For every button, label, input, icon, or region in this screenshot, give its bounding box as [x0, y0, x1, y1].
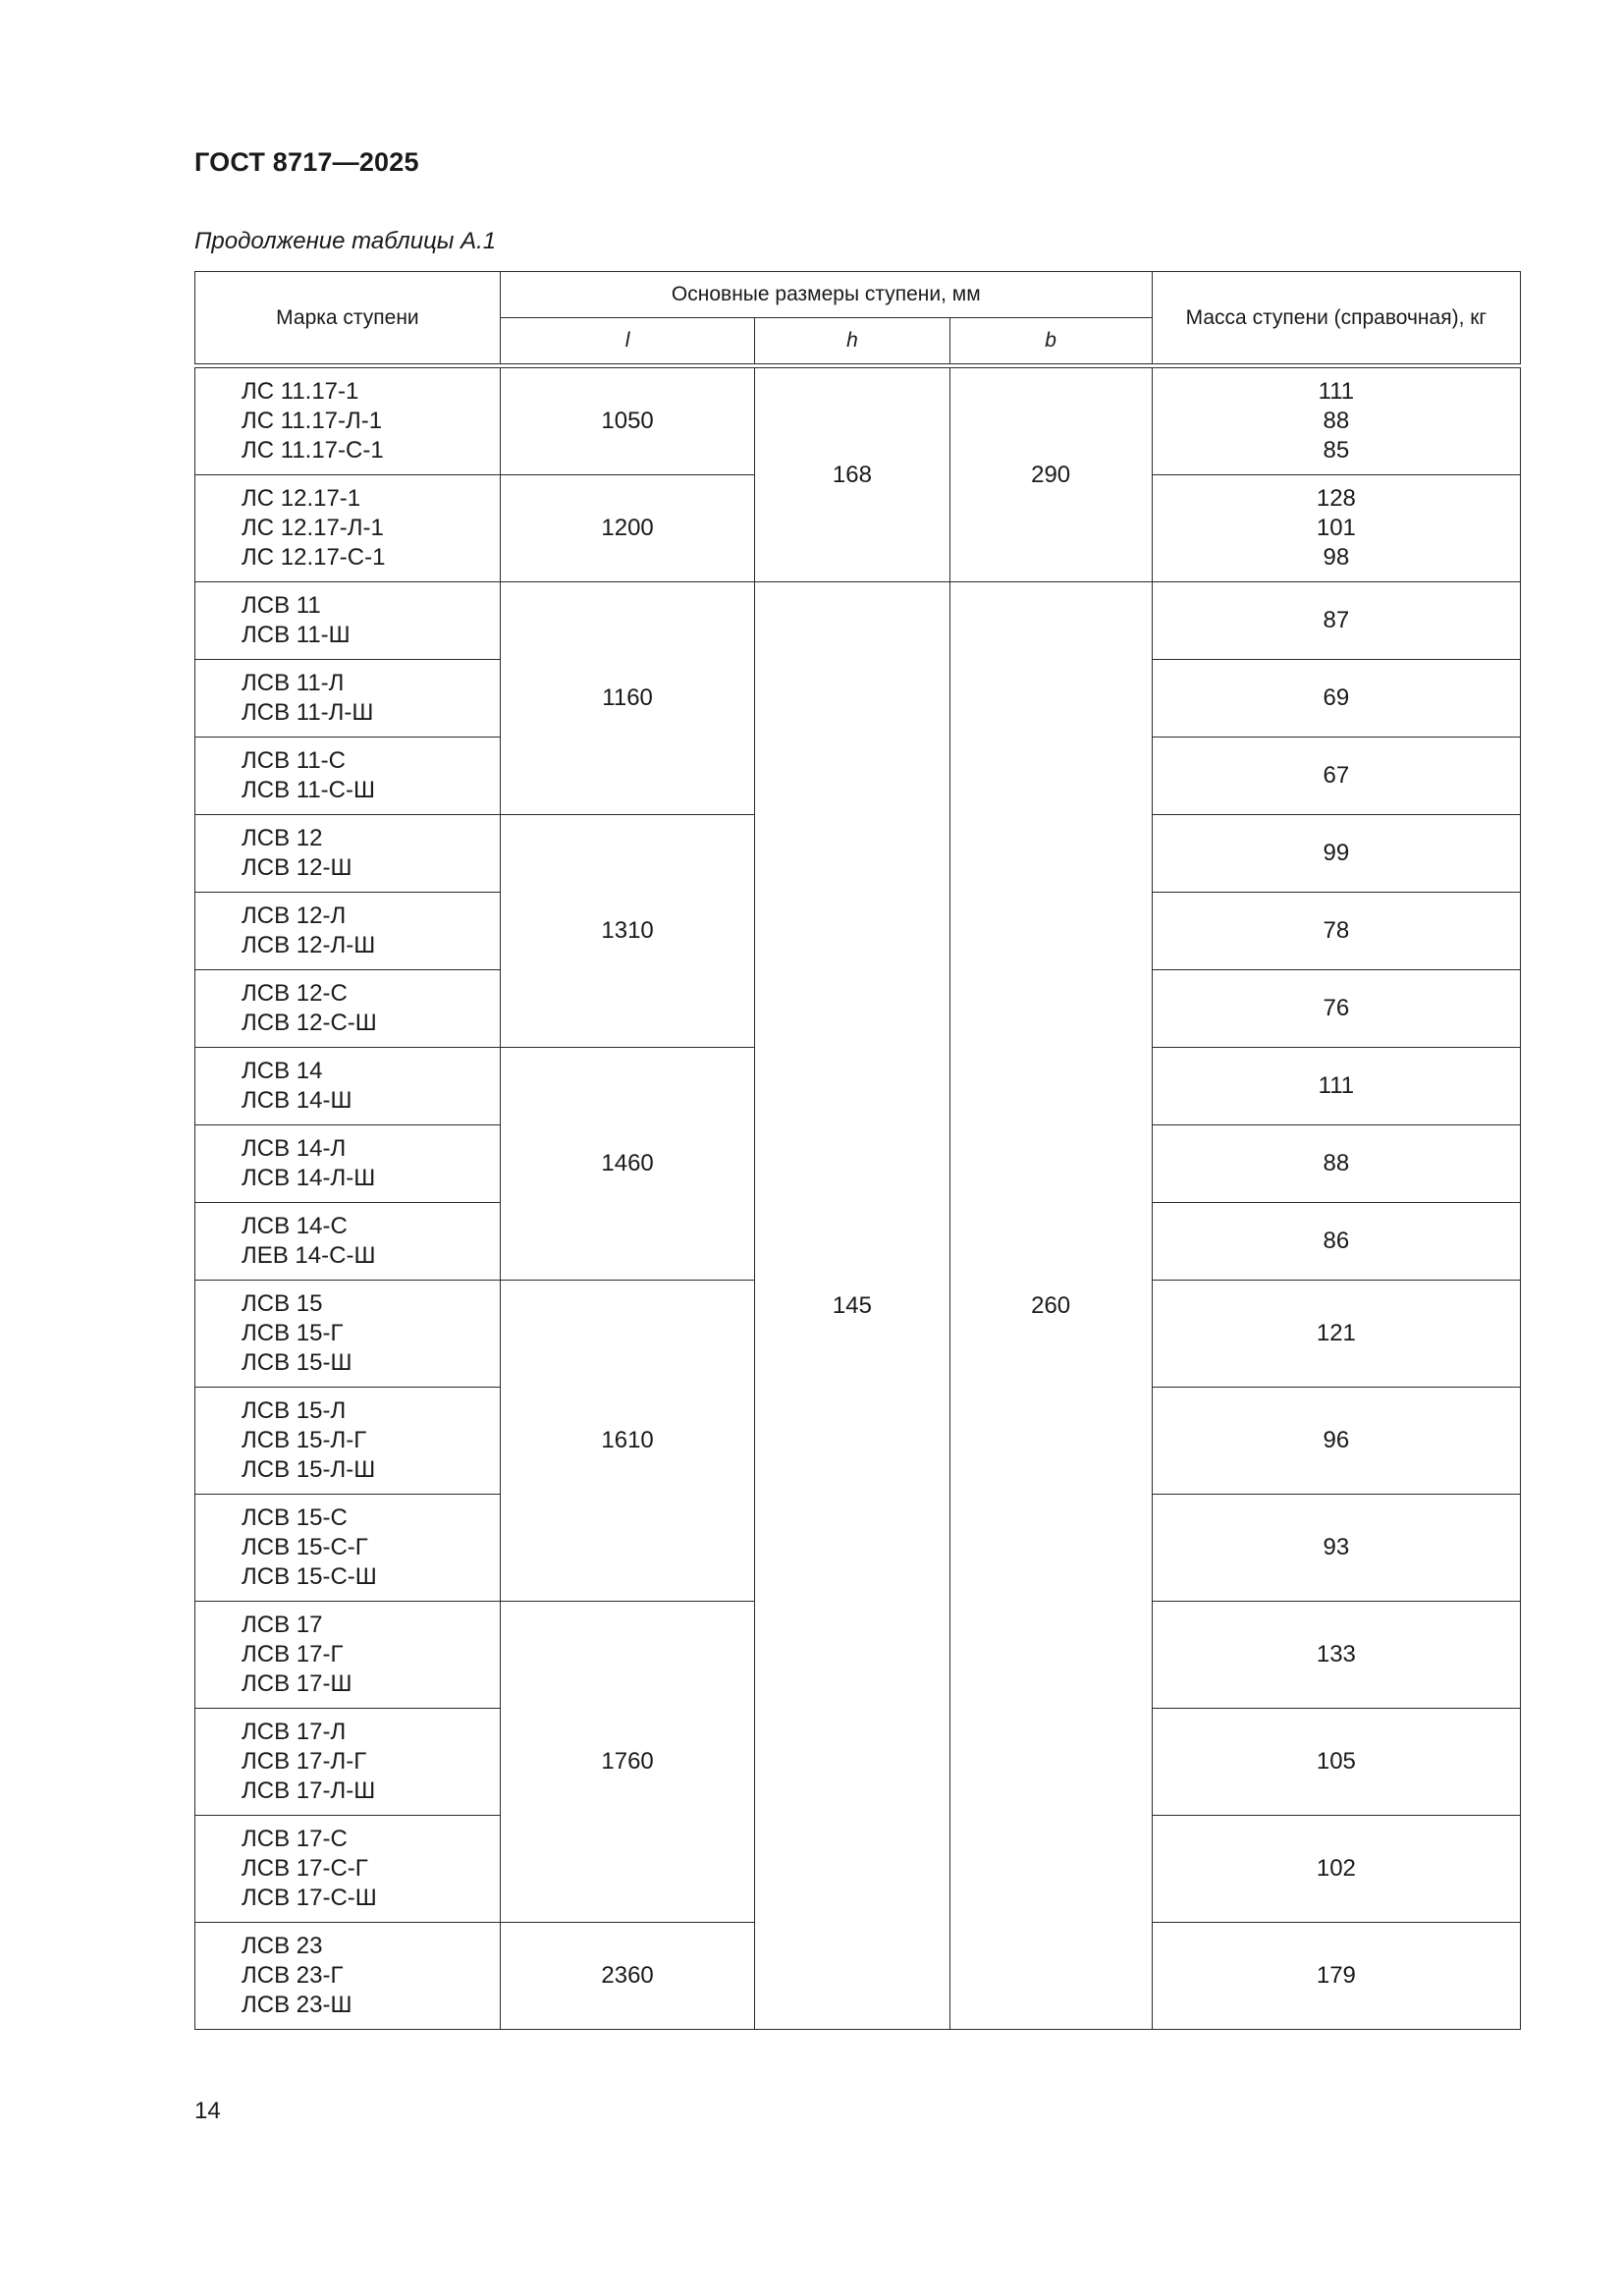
mass-cell: 93 — [1152, 1495, 1520, 1602]
grade-cell — [195, 1048, 501, 1125]
grade-cell — [195, 1203, 501, 1281]
cell-line: ЛСВ 14-С — [242, 1213, 348, 1239]
mass-cell: 76 — [1152, 970, 1520, 1048]
cell-line: 98 — [1323, 544, 1350, 571]
grade-cell — [195, 368, 501, 475]
cell-line: 128 — [1316, 485, 1356, 512]
cell-line: ЛСВ 15 — [242, 1290, 323, 1317]
mass-cell: 88 — [1152, 1125, 1520, 1203]
cell-line: ЛСВ 23-Ш — [242, 1992, 352, 2018]
b-cell: 290 — [949, 368, 1152, 582]
cell-line: ЛСВ 14 — [242, 1058, 323, 1084]
table-caption: Продолжение таблицы А.1 — [194, 228, 497, 254]
l-cell: 1760 — [500, 1602, 755, 1923]
cell-line: ЛС 11.17-1 — [242, 378, 359, 405]
cell-line: ЛСВ 15-Ш — [242, 1349, 352, 1376]
cell-line: ЛСВ 17-Л-Ш — [242, 1777, 376, 1804]
cell-line: ЛС 11.17-С-1 — [242, 437, 384, 464]
mass-cell: 87 — [1152, 582, 1520, 660]
mass-cell: 86 — [1152, 1203, 1520, 1281]
table-row — [195, 582, 1521, 660]
grade-cell — [195, 970, 501, 1048]
header-mass: Масса ступени (справочная), кг — [1152, 272, 1520, 364]
grade-cell — [195, 1388, 501, 1495]
grade-cell — [195, 893, 501, 970]
grade-cell — [195, 1495, 501, 1602]
cell-line: ЛСВ 17-Г — [242, 1641, 344, 1667]
cell-line: ЛС 12.17-1 — [242, 485, 361, 512]
mass-cell: 96 — [1152, 1388, 1520, 1495]
mass-cell: 121 — [1152, 1281, 1520, 1388]
cell-line: 88 — [1323, 408, 1350, 434]
grade-cell — [195, 582, 501, 660]
cell-line: ЛСВ 17-С-Г — [242, 1855, 368, 1882]
header-l: l — [500, 318, 755, 364]
grade-cell — [195, 1125, 501, 1203]
header-h: h — [755, 318, 949, 364]
cell-line: ЛСВ 12-Л-Ш — [242, 932, 376, 958]
cell-line: 85 — [1323, 437, 1350, 464]
mass-cell: 67 — [1152, 738, 1520, 815]
cell-line: ЛСВ 15-Г — [242, 1320, 344, 1346]
cell-line: ЛСВ 12-Ш — [242, 854, 352, 881]
header-dimensions: Основные размеры ступени, мм — [500, 272, 1152, 318]
cell-line: ЛСВ 17 — [242, 1612, 323, 1638]
mass-cell: 69 — [1152, 660, 1520, 738]
cell-line: ЛСВ 15-С-Ш — [242, 1563, 377, 1590]
cell-line: ЛСВ 12-Л — [242, 902, 347, 929]
h-cell: 168 — [755, 368, 949, 582]
cell-line: ЛС 12.17-Л-1 — [242, 515, 384, 541]
l-cell: 1460 — [500, 1048, 755, 1281]
grade-cell — [195, 738, 501, 815]
mass-cell: 133 — [1152, 1602, 1520, 1709]
cell-line: ЛСВ 17-Л — [242, 1719, 347, 1745]
cell-line: 111 — [1318, 378, 1355, 405]
mass-cell — [1152, 368, 1520, 475]
cell-line: ЛСВ 15-С-Г — [242, 1534, 368, 1560]
grade-cell — [195, 1816, 501, 1923]
cell-line: ЛСВ 15-С — [242, 1504, 348, 1531]
grade-cell — [195, 815, 501, 893]
grade-cell — [195, 1709, 501, 1816]
cell-line: 101 — [1316, 515, 1356, 541]
cell-line: ЛСВ 11-Ш — [242, 622, 351, 648]
l-cell: 1160 — [500, 582, 755, 815]
page-number: 14 — [194, 2098, 221, 2124]
cell-line: ЛСВ 14-Ш — [242, 1087, 352, 1114]
grade-cell — [195, 660, 501, 738]
grade-cell — [195, 1602, 501, 1709]
cell-line: ЛСВ 11-Л — [242, 670, 345, 696]
cell-line: ЛСВ 14-Л — [242, 1135, 347, 1162]
mass-cell: 99 — [1152, 815, 1520, 893]
mass-cell — [1152, 475, 1520, 582]
document-title: ГОСТ 8717—2025 — [194, 147, 419, 177]
l-cell: 1200 — [500, 475, 755, 582]
l-cell: 1610 — [500, 1281, 755, 1602]
mass-table — [194, 271, 1521, 2030]
b-cell: 260 — [949, 582, 1152, 2030]
cell-line: ЛСВ 12 — [242, 825, 323, 851]
cell-line: ЛСВ 11 — [242, 592, 321, 619]
l-cell: 1310 — [500, 815, 755, 1048]
cell-line: ЛСВ 15-Л-Ш — [242, 1456, 376, 1483]
cell-line: ЛСВ 17-Ш — [242, 1670, 352, 1697]
group1-body — [195, 368, 1521, 582]
table-row — [195, 368, 1521, 475]
l-cell: 2360 — [500, 1923, 755, 2030]
header-b: b — [949, 318, 1152, 364]
cell-line: ЛСВ 23-Г — [242, 1962, 344, 1989]
mass-cell: 102 — [1152, 1816, 1520, 1923]
cell-line: ЛС 12.17-С-1 — [242, 544, 386, 571]
cell-line: ЛСВ 23 — [242, 1933, 323, 1959]
mass-cell: 111 — [1152, 1048, 1520, 1125]
cell-line: ЛСВ 17-С-Ш — [242, 1885, 377, 1911]
cell-line: ЛСВ 17-С — [242, 1826, 348, 1852]
grade-cell — [195, 1281, 501, 1388]
mass-cell: 78 — [1152, 893, 1520, 970]
cell-line: ЛСВ 15-Л — [242, 1397, 347, 1424]
mass-cell: 179 — [1152, 1923, 1520, 2030]
header-row — [195, 272, 1521, 318]
mass-cell: 105 — [1152, 1709, 1520, 1816]
cell-line: ЛСВ 11-С — [242, 747, 346, 774]
cell-line: ЛСВ 11-С-Ш — [242, 777, 375, 803]
cell-line: ЛСВ 14-Л-Ш — [242, 1165, 376, 1191]
grade-cell — [195, 1923, 501, 2030]
group2-body — [195, 582, 1521, 2030]
grade-cell — [195, 475, 501, 582]
l-cell: 1050 — [500, 368, 755, 475]
header-grade: Марка ступени — [195, 272, 501, 364]
cell-line: ЛСВ 17-Л-Г — [242, 1748, 367, 1775]
cell-line: ЛЕВ 14-С-Ш — [242, 1242, 376, 1269]
cell-line: ЛСВ 11-Л-Ш — [242, 699, 374, 726]
h-cell: 145 — [755, 582, 949, 2030]
cell-line: ЛСВ 12-С — [242, 980, 348, 1007]
cell-line: ЛСВ 15-Л-Г — [242, 1427, 367, 1453]
cell-line: ЛС 11.17-Л-1 — [242, 408, 383, 434]
cell-line: ЛСВ 12-С-Ш — [242, 1010, 377, 1036]
